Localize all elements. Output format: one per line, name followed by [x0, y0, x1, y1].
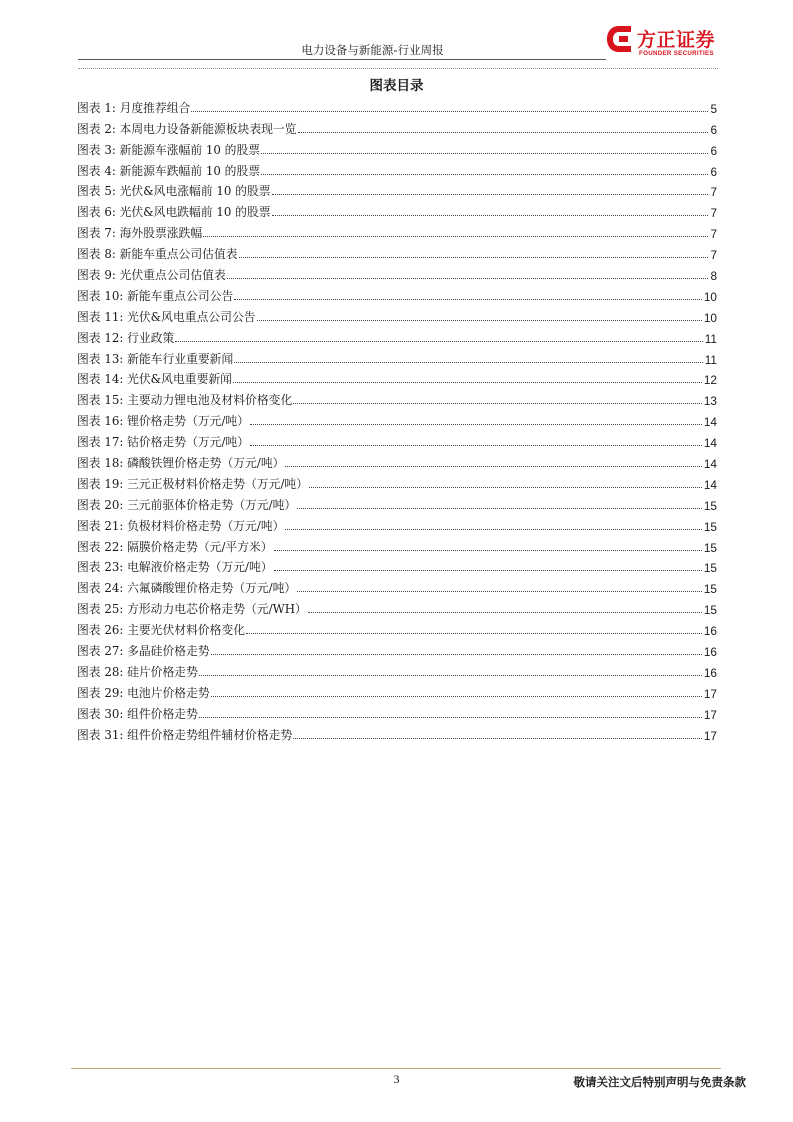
toc-entry[interactable] — [77, 241, 717, 262]
toc-leader-dots — [261, 153, 708, 154]
header-dotted-rule — [78, 68, 718, 69]
report-title: 电力设备与新能源-行业周报 — [301, 43, 444, 57]
toc-entry[interactable] — [77, 304, 717, 325]
toc-leader-dots — [250, 445, 702, 446]
toc-entry[interactable] — [77, 387, 717, 408]
toc-leader-dots — [234, 362, 702, 363]
toc-entry-label: 图表 18: 磷酸铁锂价格走势（万元/吨） — [77, 456, 285, 471]
toc-entry[interactable] — [77, 283, 717, 304]
toc-entry[interactable] — [77, 262, 717, 283]
toc-leader-dots — [309, 487, 702, 488]
toc-entry[interactable] — [77, 367, 717, 388]
toc-leader-dots — [308, 612, 702, 613]
toc-leader-dots — [297, 508, 702, 509]
toc-entry-label: 图表 19: 三元正极材料价格走势（万元/吨） — [77, 476, 309, 491]
toc-entry-label: 图表 13: 新能车行业重要新闻 — [77, 351, 234, 366]
disclaimer-note: 敬请关注文后特别声明与免责条款 — [573, 1075, 746, 1089]
toc-entry-label: 图表 2: 本周电力设备新能源板块表现一览 — [77, 121, 297, 136]
toc-entry[interactable] — [77, 95, 717, 116]
toc-entry-page: 11 — [704, 352, 717, 367]
toc-entry[interactable] — [77, 534, 717, 555]
toc-leader-dots — [272, 194, 709, 195]
toc-leader-dots — [233, 382, 702, 383]
toc-entry-page: 15 — [703, 540, 717, 555]
toc-entry-label: 图表 9: 光伏重点公司估值表 — [77, 268, 226, 283]
toc-entry-label: 图表 25: 方形动力电芯价格走势（元/WH） — [77, 602, 307, 617]
toc-entry-page: 15 — [703, 582, 717, 597]
toc-entry-page: 15 — [703, 561, 717, 576]
toc-entry-label: 图表 3: 新能源车涨幅前 10 的股票 — [77, 142, 261, 157]
toc-entry-page: 17 — [703, 728, 717, 743]
toc-entry-page: 16 — [703, 624, 717, 639]
toc-leader-dots — [211, 654, 702, 655]
toc-entry-label: 图表 12: 行业政策 — [77, 330, 175, 345]
toc-entry-label: 图表 21: 负极材料价格走势（万元/吨） — [77, 518, 285, 533]
toc-entry[interactable] — [77, 596, 717, 617]
toc-entry-page: 15 — [703, 603, 717, 618]
toc-entry-page: 13 — [703, 394, 717, 409]
footer-rule — [71, 1068, 721, 1069]
toc-entry-page: 15 — [703, 498, 717, 513]
toc-leader-dots — [285, 466, 701, 467]
brand-name-cn: 方正证券 — [637, 29, 716, 51]
toc-entry-page: 14 — [703, 415, 717, 430]
toc-leader-dots — [272, 215, 709, 216]
toc-entry-page: 17 — [703, 686, 717, 701]
toc-leader-dots — [274, 570, 702, 571]
toc-leader-dots — [293, 738, 702, 739]
toc-entry[interactable] — [77, 408, 717, 429]
toc-entry-page: 6 — [710, 164, 717, 179]
toc-leader-dots — [239, 257, 709, 258]
toc-entry-label: 图表 1: 月度推荐组合 — [77, 100, 191, 115]
toc-entry-page: 11 — [704, 331, 717, 346]
toc-entry[interactable] — [77, 220, 717, 241]
toc-leader-dots — [227, 278, 709, 279]
toc-entry[interactable] — [77, 659, 717, 680]
toc-entry[interactable] — [77, 680, 717, 701]
toc-entry-label: 图表 14: 光伏&风电重要新闻 — [77, 372, 232, 387]
toc-leader-dots — [298, 132, 709, 133]
toc-entry-label: 图表 5: 光伏&风电涨幅前 10 的股票 — [77, 184, 271, 199]
toc-entry-page: 10 — [703, 310, 717, 325]
toc-entry[interactable] — [77, 199, 717, 220]
toc-entry[interactable] — [77, 638, 717, 659]
toc-entry-page: 15 — [703, 519, 717, 534]
toc-entry-label: 图表 7: 海外股票涨跌幅 — [77, 226, 203, 241]
toc-entry-label: 图表 16: 锂价格走势（万元/吨） — [77, 414, 250, 429]
toc-entry[interactable] — [77, 722, 717, 743]
toc-entry-page: 6 — [710, 143, 717, 158]
toc-entry[interactable] — [77, 137, 717, 158]
toc-entry-label: 图表 4: 新能源车跌幅前 10 的股票 — [77, 163, 261, 178]
brand-name-en: FOUNDER SECURITIES — [639, 50, 714, 57]
toc-entry-page: 14 — [703, 436, 717, 451]
toc-leader-dots — [211, 696, 702, 697]
toc-entry-page: 6 — [710, 122, 717, 137]
toc-entry-page: 7 — [710, 248, 717, 263]
toc-entry-label: 图表 11: 光伏&风电重点公司公告 — [77, 309, 256, 324]
toc-entry[interactable] — [77, 429, 717, 450]
toc-entry[interactable] — [77, 471, 717, 492]
toc-entry-label: 图表 15: 主要动力锂电池及材料价格变化 — [77, 393, 293, 408]
toc-entry[interactable] — [77, 116, 717, 137]
toc-leader-dots — [250, 424, 702, 425]
toc-leader-dots — [261, 174, 708, 175]
toc-entry[interactable] — [77, 617, 717, 638]
toc-entry-page: 14 — [703, 477, 717, 492]
toc-entry-label: 图表 27: 多晶硅价格走势 — [77, 644, 210, 659]
toc-entry-label: 图表 10: 新能车重点公司公告 — [77, 288, 234, 303]
toc-entry-label: 图表 8: 新能车重点公司估值表 — [77, 247, 238, 262]
toc-leader-dots — [175, 341, 702, 342]
toc-entry-page: 10 — [703, 289, 717, 304]
toc-entry-label: 图表 24: 六氟磷酸锂价格走势（万元/吨） — [77, 581, 297, 596]
page-number: 3 — [393, 1072, 400, 1086]
toc-list — [77, 95, 717, 743]
toc-entry[interactable] — [77, 701, 717, 722]
toc-entry-page: 7 — [710, 185, 717, 200]
founder-logo-icon — [604, 24, 634, 54]
toc-entry[interactable] — [77, 179, 717, 200]
toc-entry[interactable] — [77, 555, 717, 576]
brand-logo — [604, 24, 730, 64]
header-rule — [78, 59, 606, 60]
toc-entry-page: 14 — [703, 457, 717, 472]
toc-entry-page: 12 — [703, 373, 717, 388]
toc-entry-label: 图表 31: 组件价格走势组件辅材价格走势 — [77, 727, 293, 742]
toc-entry-label: 图表 22: 隔膜价格走势（元/平方米） — [77, 539, 273, 554]
toc-entry[interactable] — [77, 492, 717, 513]
toc-leader-dots — [199, 675, 702, 676]
toc-leader-dots — [199, 717, 702, 718]
toc-entry-label: 图表 20: 三元前驱体价格走势（万元/吨） — [77, 497, 297, 512]
toc-entry-page: 7 — [710, 206, 717, 221]
toc-entry-label: 图表 6: 光伏&风电跌幅前 10 的股票 — [77, 205, 271, 220]
toc-entry[interactable] — [77, 158, 717, 179]
toc-entry-label: 图表 23: 电解液价格走势（万元/吨） — [77, 560, 273, 575]
toc-entry[interactable] — [77, 450, 717, 471]
toc-entry-page: 5 — [710, 101, 717, 116]
toc-entry-label: 图表 29: 电池片价格走势 — [77, 685, 210, 700]
toc-leader-dots — [274, 550, 702, 551]
toc-entry[interactable] — [77, 575, 717, 596]
toc-title: 图表目录 — [369, 78, 424, 94]
toc-entry-label: 图表 28: 硅片价格走势 — [77, 664, 198, 679]
toc-leader-dots — [257, 320, 702, 321]
toc-entry-page: 16 — [703, 665, 717, 680]
toc-entry-label: 图表 17: 钴价格走势（万元/吨） — [77, 435, 250, 450]
toc-entry-label: 图表 30: 组件价格走势 — [77, 706, 198, 721]
toc-leader-dots — [191, 111, 708, 112]
toc-entry[interactable] — [77, 513, 717, 534]
toc-leader-dots — [203, 236, 708, 237]
toc-leader-dots — [293, 403, 702, 404]
toc-leader-dots — [246, 633, 702, 634]
toc-entry-page: 8 — [710, 269, 717, 284]
toc-entry[interactable] — [77, 325, 717, 346]
toc-leader-dots — [297, 591, 702, 592]
toc-leader-dots — [285, 529, 701, 530]
toc-leader-dots — [234, 299, 702, 300]
toc-entry-page: 17 — [703, 707, 717, 722]
toc-entry-page: 16 — [703, 645, 717, 660]
toc-entry[interactable] — [77, 346, 717, 367]
toc-entry-page: 7 — [710, 227, 717, 242]
toc-entry-label: 图表 26: 主要光伏材料价格变化 — [77, 623, 246, 638]
